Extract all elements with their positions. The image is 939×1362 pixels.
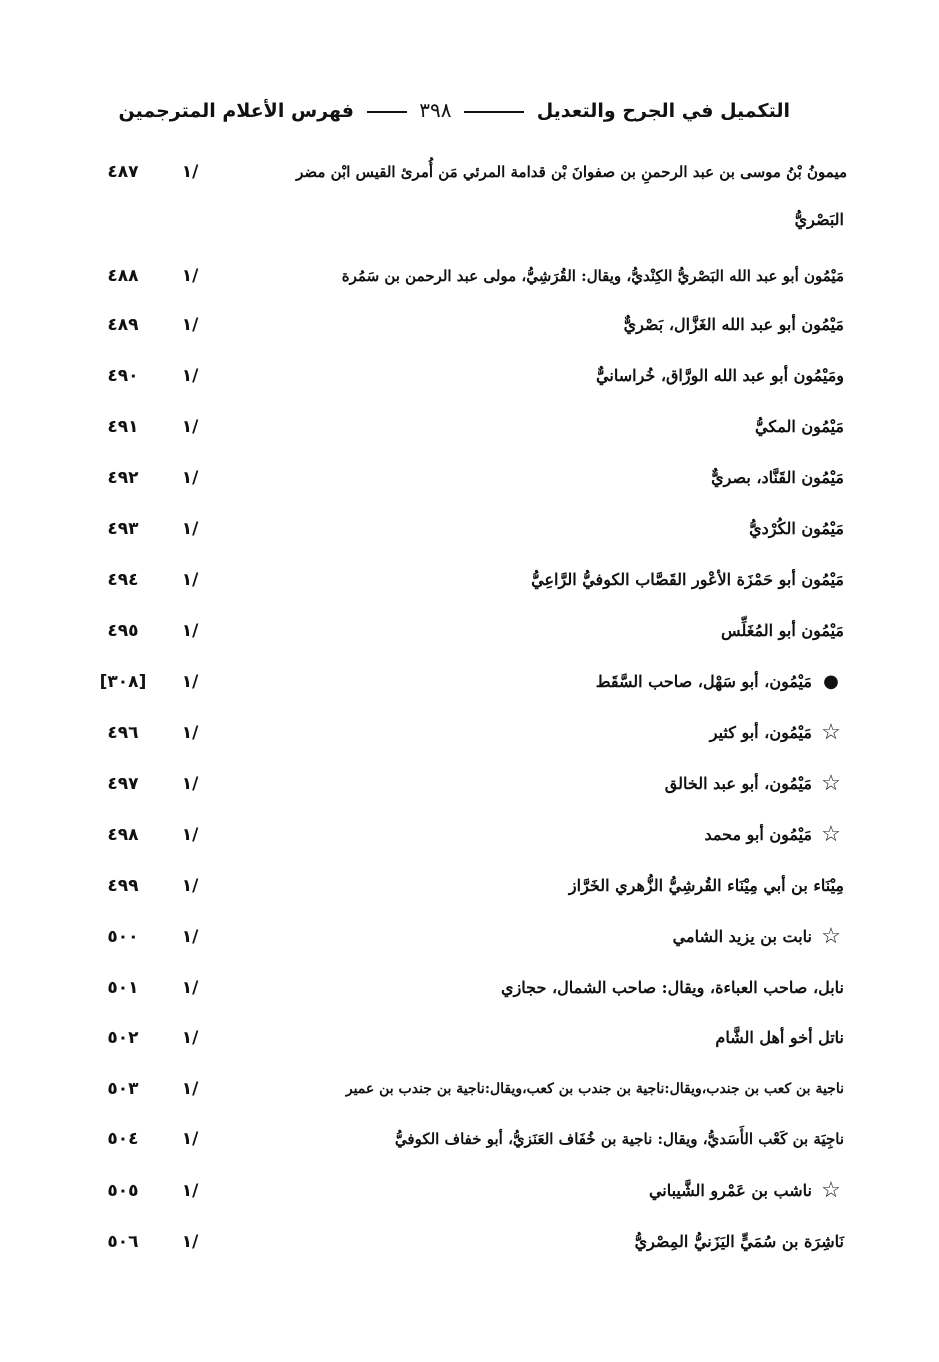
page-number: ٣٩٨ xyxy=(419,98,452,122)
entry-volume: ١/ xyxy=(181,266,199,286)
list-item xyxy=(0,920,939,954)
entry-volume: ١/ xyxy=(181,315,199,335)
entry-name: مَيْمُون أبو عبد الله البَصْريُّ الكِنْديُّ، ويقال: القُرَشِيُّ، مولى عبد الرحمن بن سَمُرة xyxy=(341,267,844,285)
list-item xyxy=(0,716,939,750)
entry-number: ٤٩٨ xyxy=(107,825,139,845)
entry-number: ٤٩٥ xyxy=(107,621,139,641)
list-item xyxy=(0,203,939,237)
entry-name: ناتل أخو أهل الشَّام xyxy=(715,1028,844,1047)
list-item xyxy=(0,665,939,699)
entry-volume: ١/ xyxy=(181,1232,199,1252)
list-item xyxy=(0,461,939,495)
entry-name: ☆نابت بن يزيد الشامي xyxy=(673,920,844,954)
entry-name: ☆مَيْمُون، أبو كثير xyxy=(710,716,844,750)
list-item xyxy=(0,359,939,393)
entry-volume: ١/ xyxy=(181,978,199,998)
entry-name: مَيْمُون أبو عبد الله الغَزَّال، بَصْريٌّ xyxy=(623,315,844,334)
list-item xyxy=(0,1225,939,1259)
entry-volume: ١/ xyxy=(181,366,199,386)
star-outline-icon: ☆ xyxy=(821,771,841,796)
star-outline-icon: ☆ xyxy=(821,720,841,745)
entry-name: ☆ناشب بن عَمْرو الشَّيباني xyxy=(649,1174,844,1208)
entry-number: ٤٩١ xyxy=(107,417,139,437)
entry-volume: ١/ xyxy=(181,417,199,437)
entry-name: ومَيْمُون أبو عبد الله الورَّاق، خُراسانيٌّ xyxy=(596,366,844,385)
section-title: فهرس الأعلام المترجمين xyxy=(118,100,354,122)
star-outline-icon: ☆ xyxy=(821,924,841,949)
entry-volume: ١/ xyxy=(181,927,199,947)
entry-number: ٥٠٦ xyxy=(107,1232,139,1252)
list-item xyxy=(0,614,939,648)
entry-name: نابل، صاحب العباءة، ويقال: صاحب الشمال، حجازي xyxy=(501,978,844,997)
entry-name: ناجِيَة بن كَعْب الأَسَديُّ، ويقال: ناجية بن خُفَاف العَنَزيُّ، أبو خفاف الكوفيُّ xyxy=(394,1130,844,1148)
list-item xyxy=(0,767,939,801)
entry-name: مَيْمُون أبو المُغَلِّس xyxy=(721,621,844,640)
entry-volume: ١/ xyxy=(181,519,199,539)
entry-number: ٤٨٨ xyxy=(107,266,139,286)
entry-number: ٤٩٧ xyxy=(107,774,139,794)
list-item xyxy=(0,818,939,852)
entry-name: مِيْنَاء بن أبي مِيْنَاء القُرشِيُّ الزُّهري الخَرَّاز xyxy=(568,876,844,895)
entry-name: ☆مَيْمُون، أبو عبد الخالق xyxy=(665,767,844,801)
list-item xyxy=(0,410,939,444)
entry-name: ●مَيْمُون، أبو سَهْل، صاحب السَّقَط xyxy=(596,665,844,699)
list-item xyxy=(0,259,939,293)
entry-number: ٤٩٢ xyxy=(107,468,139,488)
entry-volume: ١/ xyxy=(181,876,199,896)
entry-number: ٥٠٥ xyxy=(107,1181,139,1201)
list-item xyxy=(0,308,939,342)
entry-number: ٤٩٣ xyxy=(107,519,139,539)
entry-volume: ١/ xyxy=(181,570,199,590)
list-item xyxy=(0,563,939,597)
entry-number: ٤٩٤ xyxy=(107,570,139,590)
entry-name: ناجية بن كعب بن جندب،ويقال:ناجية بن جندب بن كعب،ويقال:ناجية بن جندب بن عمير xyxy=(345,1081,844,1097)
entry-volume: ١/ xyxy=(181,723,199,743)
entry-volume: ١/ xyxy=(181,468,199,488)
entry-number: ٤٩٠ xyxy=(107,366,139,386)
list-item xyxy=(0,1122,939,1156)
list-item xyxy=(0,1174,939,1208)
entry-name: مَيْمُون القَنَّاد، بصريٌّ xyxy=(711,468,844,487)
list-item xyxy=(0,869,939,903)
entry-volume: ١/ xyxy=(181,825,199,845)
entry-number xyxy=(92,203,154,237)
list-item xyxy=(0,1072,939,1106)
entry-name: ميمونُ بْنُ موسى بن عبد الرحمنِ بن صفوانَ بْن قدامة المرئي مَن أُمرئ القيس ابْن مضر xyxy=(296,163,847,181)
book-title: التكميل في الجرح والتعديل xyxy=(536,100,790,122)
list-item xyxy=(0,155,939,189)
entry-number: ٥٠١ xyxy=(107,978,139,998)
entry-name: نَاشِرَة بن سُمَيٍّ اليَزَنيُّ المِصْريُّ xyxy=(634,1232,844,1251)
entry-number: ٥٠٣ xyxy=(107,1079,139,1099)
entry-number: ٥٠٤ xyxy=(107,1129,139,1149)
entry-volume xyxy=(172,203,208,237)
list-item xyxy=(0,971,939,1005)
entry-volume: ١/ xyxy=(181,1129,199,1149)
entry-number: ٤٩٦ xyxy=(107,723,139,743)
entry-volume: ١/ xyxy=(181,1079,199,1099)
entry-volume: ١/ xyxy=(181,672,199,692)
entry-volume: ١/ xyxy=(181,1181,199,1201)
star-outline-icon: ☆ xyxy=(821,822,841,847)
bullet-dot-icon: ● xyxy=(823,671,839,692)
entry-name: مَيْمُون أبو حَمْزَة الأعْور القَصَّاب الكوفيُّ الرَّاعِيُّ xyxy=(531,570,844,589)
entry-volume: ١/ xyxy=(181,162,199,182)
entry-name: مَيْمُون الكُرْديُّ xyxy=(749,519,844,538)
entry-number: ٤٩٩ xyxy=(107,876,139,896)
entry-volume: ١/ xyxy=(181,774,199,794)
entry-volume: ١/ xyxy=(181,621,199,641)
list-item xyxy=(0,512,939,546)
entry-name: مَيْمُون المكيُّ xyxy=(755,417,844,436)
list-item xyxy=(0,1021,939,1055)
entry-name: ☆مَيْمُون أبو محمد xyxy=(704,818,844,852)
entry-number: ٤٨٧ xyxy=(107,162,139,182)
entry-name: البَصْريُّ xyxy=(794,210,844,229)
entry-number: [٣٠٨] xyxy=(99,672,147,692)
entry-number: ٥٠٠ xyxy=(107,927,139,947)
entry-number: ٤٨٩ xyxy=(107,315,139,335)
entry-volume: ١/ xyxy=(181,1028,199,1048)
entry-number: ٥٠٢ xyxy=(107,1028,139,1048)
star-outline-icon: ☆ xyxy=(821,1178,841,1203)
